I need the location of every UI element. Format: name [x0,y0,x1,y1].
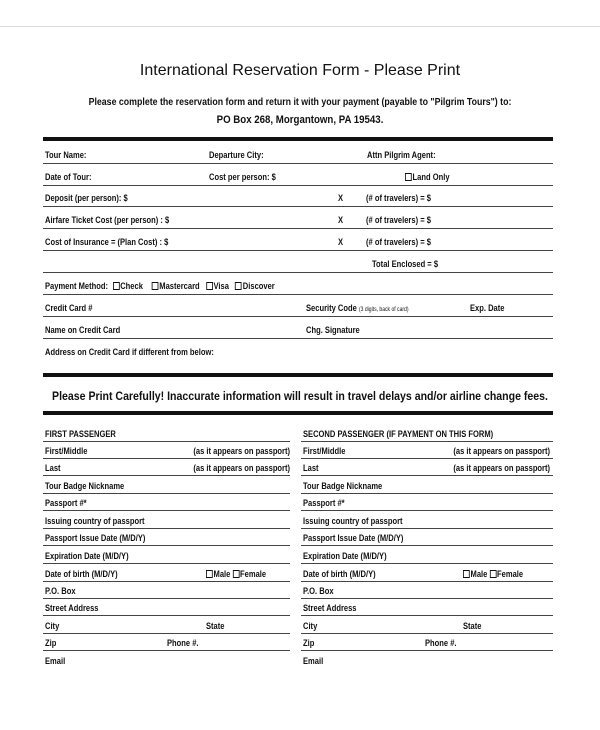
airfare-label: Airfare Ticket Cost (per person) : $ [45,215,170,225]
card-address-note: Address on Credit Card if different from below: [45,347,214,357]
city-label: City [45,621,60,631]
security-code-hint: (3 digits, back of card) [358,307,409,313]
street-address-label: Street Address [303,603,357,613]
female-checkbox-icon[interactable] [489,570,496,578]
mailing-address: PO Box 268, Morgantown, PA 19543. [216,114,384,126]
state-label: State [206,621,225,631]
street-address-label: Street Address [45,603,99,613]
heading-line [301,441,553,442]
badge-nickname-label: Tour Badge Nickname [45,481,125,491]
zip-line[interactable] [43,650,290,651]
expiration-date-line[interactable] [301,563,553,564]
issue-date-line[interactable] [301,545,553,546]
name-on-card-line[interactable] [43,338,553,339]
issuing-country-line[interactable] [301,528,553,529]
payment-method-line [43,294,553,295]
last-name-label: Last [45,463,61,473]
times-sign: X [338,237,344,247]
po-box-label: P.O. Box [303,586,334,596]
street-address-line[interactable] [43,615,290,616]
section-divider-passengers [43,411,553,415]
discover-checkbox-icon[interactable] [235,282,242,290]
passenger-heading: FIRST PASSENGER [45,429,116,439]
deposit-line[interactable] [43,206,553,207]
last-name-label: Last [303,463,319,473]
airfare-line[interactable] [43,228,553,229]
phone-label: Phone #. [167,638,199,648]
insurance-line[interactable] [43,250,553,251]
departure-city-label: Departure City: [209,150,264,160]
attn-agent-label: Attn Pilgrim Agent: [367,150,436,160]
issuing-country-label: Issuing country of passport [303,516,403,526]
mastercard-checkbox-icon[interactable] [152,282,159,290]
gender-options: Male Female [206,569,266,579]
section-divider-middle [43,373,553,377]
first-middle-line[interactable] [43,458,290,459]
num-travelers-label: (# of travelers) = $ [366,193,431,203]
gender-options: Male Female [463,569,523,579]
issuing-country-label: Issuing country of passport [45,516,145,526]
first-middle-label: First/Middle [45,446,88,456]
payment-method-row [45,281,275,291]
street-address-line[interactable] [301,615,553,616]
po-box-line[interactable] [43,598,290,599]
first-middle-label: First/Middle [303,446,346,456]
state-label: State [463,621,482,631]
check-checkbox-icon[interactable] [113,282,120,290]
deposit-label: Deposit (per person): $ [45,193,128,203]
instructions-text: Please complete the reservation form and return it with your payment (payable to "Pilgrim Tours") to: [88,97,512,108]
credit-card-label: Credit Card # [45,303,93,313]
male-checkbox-icon[interactable] [463,570,470,578]
city-label: City [303,621,318,631]
passport-number-label: Passport #* [303,498,345,508]
badge-nickname-line[interactable] [43,493,290,494]
checkbox-icon[interactable] [405,173,412,181]
tour-name-label: Tour Name: [45,150,87,160]
expiration-date-label: Expiration Date (M/D/Y) [303,551,387,561]
date-of-tour-label: Date of Tour: [45,172,92,182]
land-only-checkbox[interactable]: Land Only [405,172,450,182]
section-divider-top [43,137,553,141]
security-code-label: Security Code (3 digits, back of card) [306,303,409,313]
zip-line[interactable] [301,650,553,651]
po-box-line[interactable] [301,598,553,599]
female-checkbox-icon[interactable] [232,570,239,578]
top-edge-line [0,26,600,27]
last-name-line[interactable] [43,475,290,476]
badge-nickname-line[interactable] [301,493,553,494]
passport-note: (as it appears on passport) [193,446,290,456]
email-label: Email [303,656,324,666]
dob-label: Date of birth (M/D/Y) [303,569,376,579]
dob-line[interactable] [301,581,553,582]
form-title: International Reservation Form - Please Print [139,62,461,79]
tour-name-line[interactable] [43,163,553,164]
passport-number-line[interactable] [43,510,290,511]
insurance-label: Cost of Insurance = (Plan Cost) : $ [45,237,169,247]
passenger-heading: SECOND PASSENGER (IF PAYMENT ON THIS FORM) [303,429,494,439]
total-enclosed-line[interactable] [43,272,553,273]
exp-date-label: Exp. Date [470,303,505,313]
passport-number-label: Passport #* [45,498,87,508]
name-on-card-label: Name on Credit Card [45,325,121,335]
total-enclosed-label: Total Enclosed = $ [372,259,439,269]
num-travelers-label: (# of travelers) = $ [366,237,431,247]
times-sign: X [338,193,344,203]
payment-method-label: Payment Method: [45,281,109,291]
zip-label: Zip [45,638,57,648]
heading-line [43,441,290,442]
issue-date-label: Passport Issue Date (M/D/Y) [303,533,404,543]
credit-card-line[interactable] [43,316,553,317]
badge-nickname-label: Tour Badge Nickname [303,481,383,491]
mastercard-option: Mastercard [159,281,200,291]
dob-label: Date of birth (M/D/Y) [45,569,118,579]
expiration-date-label: Expiration Date (M/D/Y) [45,551,129,561]
passport-note: (as it appears on passport) [453,446,550,456]
male-checkbox-icon[interactable] [206,570,213,578]
last-name-line[interactable] [301,475,553,476]
dob-line[interactable] [43,581,290,582]
phone-label: Phone #. [425,638,457,648]
po-box-label: P.O. Box [45,586,76,596]
signature-label: Chg. Signature [306,325,360,335]
email-label: Email [45,656,66,666]
city-line[interactable] [301,633,553,634]
issue-date-label: Passport Issue Date (M/D/Y) [45,533,146,543]
check-option: Check [120,281,143,291]
print-carefully-warning: Please Print Carefully! Inaccurate information will result in travel delays and/or airline change fees. [52,389,548,403]
passport-note: (as it appears on passport) [193,463,290,473]
passport-number-line[interactable] [301,510,553,511]
date-of-tour-line[interactable] [43,185,553,186]
times-sign: X [338,215,344,225]
issue-date-line[interactable] [43,545,290,546]
passport-note: (as it appears on passport) [453,463,550,473]
cost-per-person-label: Cost per person: $ [209,172,276,182]
discover-option: Discover [242,281,275,291]
zip-label: Zip [303,638,315,648]
visa-option: Visa [213,281,229,291]
first-middle-line[interactable] [301,458,553,459]
num-travelers-label: (# of travelers) = $ [366,215,431,225]
visa-checkbox-icon[interactable] [206,282,213,290]
issuing-country-line[interactable] [43,528,290,529]
expiration-date-line[interactable] [43,563,290,564]
city-line[interactable] [43,633,290,634]
